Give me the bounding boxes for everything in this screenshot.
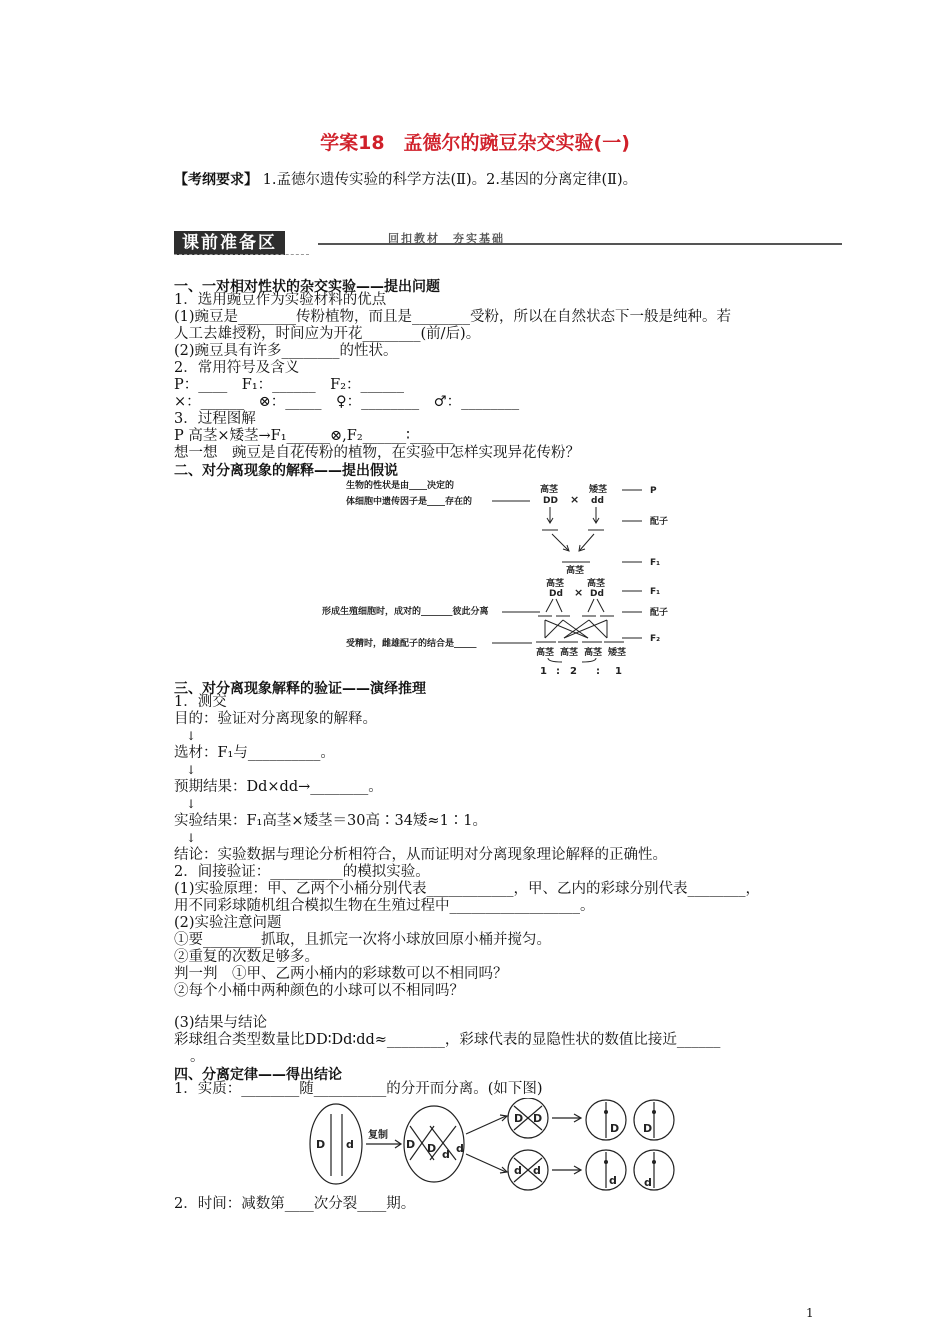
section2-heading: 二、对分离现象的解释——提出假说 (174, 463, 398, 479)
hyp-label-3: 形成生殖细胞时，成对的_______彼此分离 (322, 607, 489, 617)
s3-line10: (2)实验注意问题 (174, 915, 282, 931)
s1-line4: (2)豌豆具有许多________的性状。 (174, 343, 398, 359)
f2-offspring-1: 高茎 (536, 648, 555, 658)
section4-heading: 四、分离定律——得出结论 (174, 1067, 342, 1083)
p-tall-label: 高茎 (540, 485, 559, 495)
f1-right-label: 高茎 (587, 579, 606, 589)
requirements (174, 172, 637, 189)
rep-d-2: d (456, 1142, 464, 1155)
rep-D-1: D (406, 1138, 416, 1151)
p-dwarf-genotype: dd (591, 496, 604, 506)
s1-line8: 3．过程图解 (174, 411, 256, 427)
rep-D-2: D (427, 1142, 437, 1155)
hyp-label-4: 受精时，雌雄配子的结合是_____ (346, 639, 477, 649)
section1-heading: 一、一对相对性状的杂交实验——提出问题 (174, 279, 440, 295)
p-tall-genotype: DD (543, 496, 558, 506)
m1-d-2: d (533, 1164, 541, 1177)
p-cross-symbol: × (570, 493, 580, 506)
s3-line11: ①要________抓取，且抓完一次将小球放回原小桶并搅匀。 (174, 932, 551, 948)
chromosome-d-lower: d (346, 1138, 354, 1151)
m2-D-1: D (610, 1122, 620, 1135)
s1-line7: ×：______ ⊗：_____ ♀：________ ♂：________ (174, 394, 520, 410)
m2-D-2: D (643, 1122, 653, 1135)
flow-arrow-icon: ↓ (186, 729, 197, 743)
m1-d-1: d (514, 1164, 522, 1177)
f1-left-label: 高茎 (546, 579, 565, 589)
row-label-gametes-2: 配子 (650, 608, 669, 618)
section3-heading: 三、对分离现象解释的验证——演绎推理 (174, 681, 426, 697)
ratio-3: 1 (615, 666, 622, 677)
s4-line1: 1．实质：________随__________的分开而分离。(如下图) (174, 1081, 543, 1097)
s1-line5: 2．常用符号及含义 (174, 360, 300, 376)
f2-offspring-4: 矮茎 (608, 648, 627, 658)
flow-arrow-icon: ↓ (186, 763, 197, 777)
m1-D-2: D (533, 1112, 543, 1125)
banner-label: 课前准备区 (174, 231, 285, 255)
s3-line2: 目的：验证对分离现象的解释。 (174, 711, 377, 727)
flow-arrow-icon: ↓ (186, 831, 197, 845)
s3-line12: ②重复的次数足够多。 (174, 949, 319, 965)
rep-d-1: d (442, 1148, 450, 1161)
s3-line6: 结论：实验数据与理论分析相符合，从而证明对分离现象理论解释的正确性。 (174, 847, 667, 863)
s1-line1: 1．选用豌豆作为实验材料的优点 (174, 292, 387, 308)
ratio-1: 1 (540, 666, 547, 677)
s3-line4: 预期结果：Dd×dd→________。 (174, 779, 383, 795)
ratio-2: 2 (570, 666, 577, 677)
flow-arrow-icon: ↓ (186, 797, 197, 811)
f2-offspring-3: 高茎 (584, 648, 603, 658)
segregation-diagram (300, 474, 690, 680)
s1-line3: 人工去雄授粉，时间应为开花________(前/后)。 (174, 326, 481, 342)
f1-phenotype: 高茎 (566, 566, 585, 576)
chromosome-d-upper: D (316, 1138, 326, 1151)
row-label-gametes-1: 配子 (650, 517, 669, 527)
s1-line2: (1)豌豆是________传粉植物，而且是________受粉，所以在自然状态下一般是纯种。若 (174, 309, 732, 325)
replicate-label: 复制 (368, 1130, 388, 1141)
hyp-label-2: 体细胞中遗传因子是____存在的 (346, 497, 473, 507)
s1-line6: P：____ F₁：______ F₂：______ (174, 377, 405, 393)
p-dwarf-label: 矮茎 (589, 485, 608, 495)
section-banner (174, 228, 285, 253)
s3-line8: (1)实验原理：甲、乙两个小桶分别代表____________，甲、乙内的彩球分别代表________， (174, 881, 761, 897)
f1-cross-symbol: × (574, 586, 584, 599)
m1-D-1: D (514, 1112, 524, 1125)
s3-line7: 2．间接验证：__________的模拟实验。 (174, 864, 430, 880)
segregation-law-diagram (306, 1098, 688, 1192)
s3-line14: ②每个小桶中两种颜色的小球可以不相同吗？ (174, 983, 464, 999)
s3-line16: 彩球组合类型数量比DD∶Dd∶dd≈________，彩球代表的显隐性状的数值比接近______ (174, 1032, 721, 1048)
f2-offspring-2: 高茎 (560, 648, 579, 658)
row-label-f1-2: F₁ (650, 587, 661, 597)
s3-line13: 判一判 ①甲、乙两小桶内的彩球数可以不相同吗？ (174, 966, 508, 982)
s1-line10: 想一想 豌豆是自花传粉的植物，在实验中怎样实现异花传粉？ (174, 445, 580, 461)
s3-line9: 用不同彩球随机组合模拟生物在生殖过程中__________________。 (174, 898, 595, 914)
f1-right-genotype: Dd (590, 589, 604, 599)
row-label-p: P (650, 486, 657, 496)
s4-line2: 2．时间：减数第____次分裂____期。 (174, 1196, 416, 1212)
page-title: 学案18 孟德尔的豌豆杂交实验(一) (320, 132, 630, 154)
m2-d-1: d (609, 1174, 617, 1187)
banner-subtitle: 回扣教材 夯实基础 (388, 232, 505, 245)
requirements-label: 【考纲要求】 (174, 172, 258, 188)
ratio-colon-2: : (596, 666, 600, 677)
m2-d-2: d (644, 1176, 652, 1189)
row-label-f2: F₂ (650, 634, 661, 644)
ratio-colon-1: : (556, 666, 560, 677)
s3-line1: 1．测交 (174, 694, 227, 710)
s3-line15: (3)结果与结论 (174, 1015, 268, 1031)
s1-line9: P 高茎×矮茎→F₁______⊗,F₂______∶______ (174, 428, 454, 444)
s3-line3: 选材：F₁与__________。 (174, 745, 335, 761)
f1-left-genotype: Dd (549, 589, 563, 599)
page-number: 1 (806, 1306, 814, 1320)
requirements-text: 1.孟德尔遗传实验的科学方法(Ⅱ)。2.基因的分离定律(Ⅱ)。 (262, 172, 638, 188)
s3-line5: 实验结果：F₁高茎×矮茎＝30高∶34矮≈1∶1。 (174, 813, 488, 829)
row-label-f1-1: F₁ (650, 558, 661, 568)
hyp-label-1: 生物的性状是由____决定的 (346, 481, 455, 491)
s3-line17: 。 (190, 1049, 205, 1065)
banner-underline (174, 254, 309, 255)
